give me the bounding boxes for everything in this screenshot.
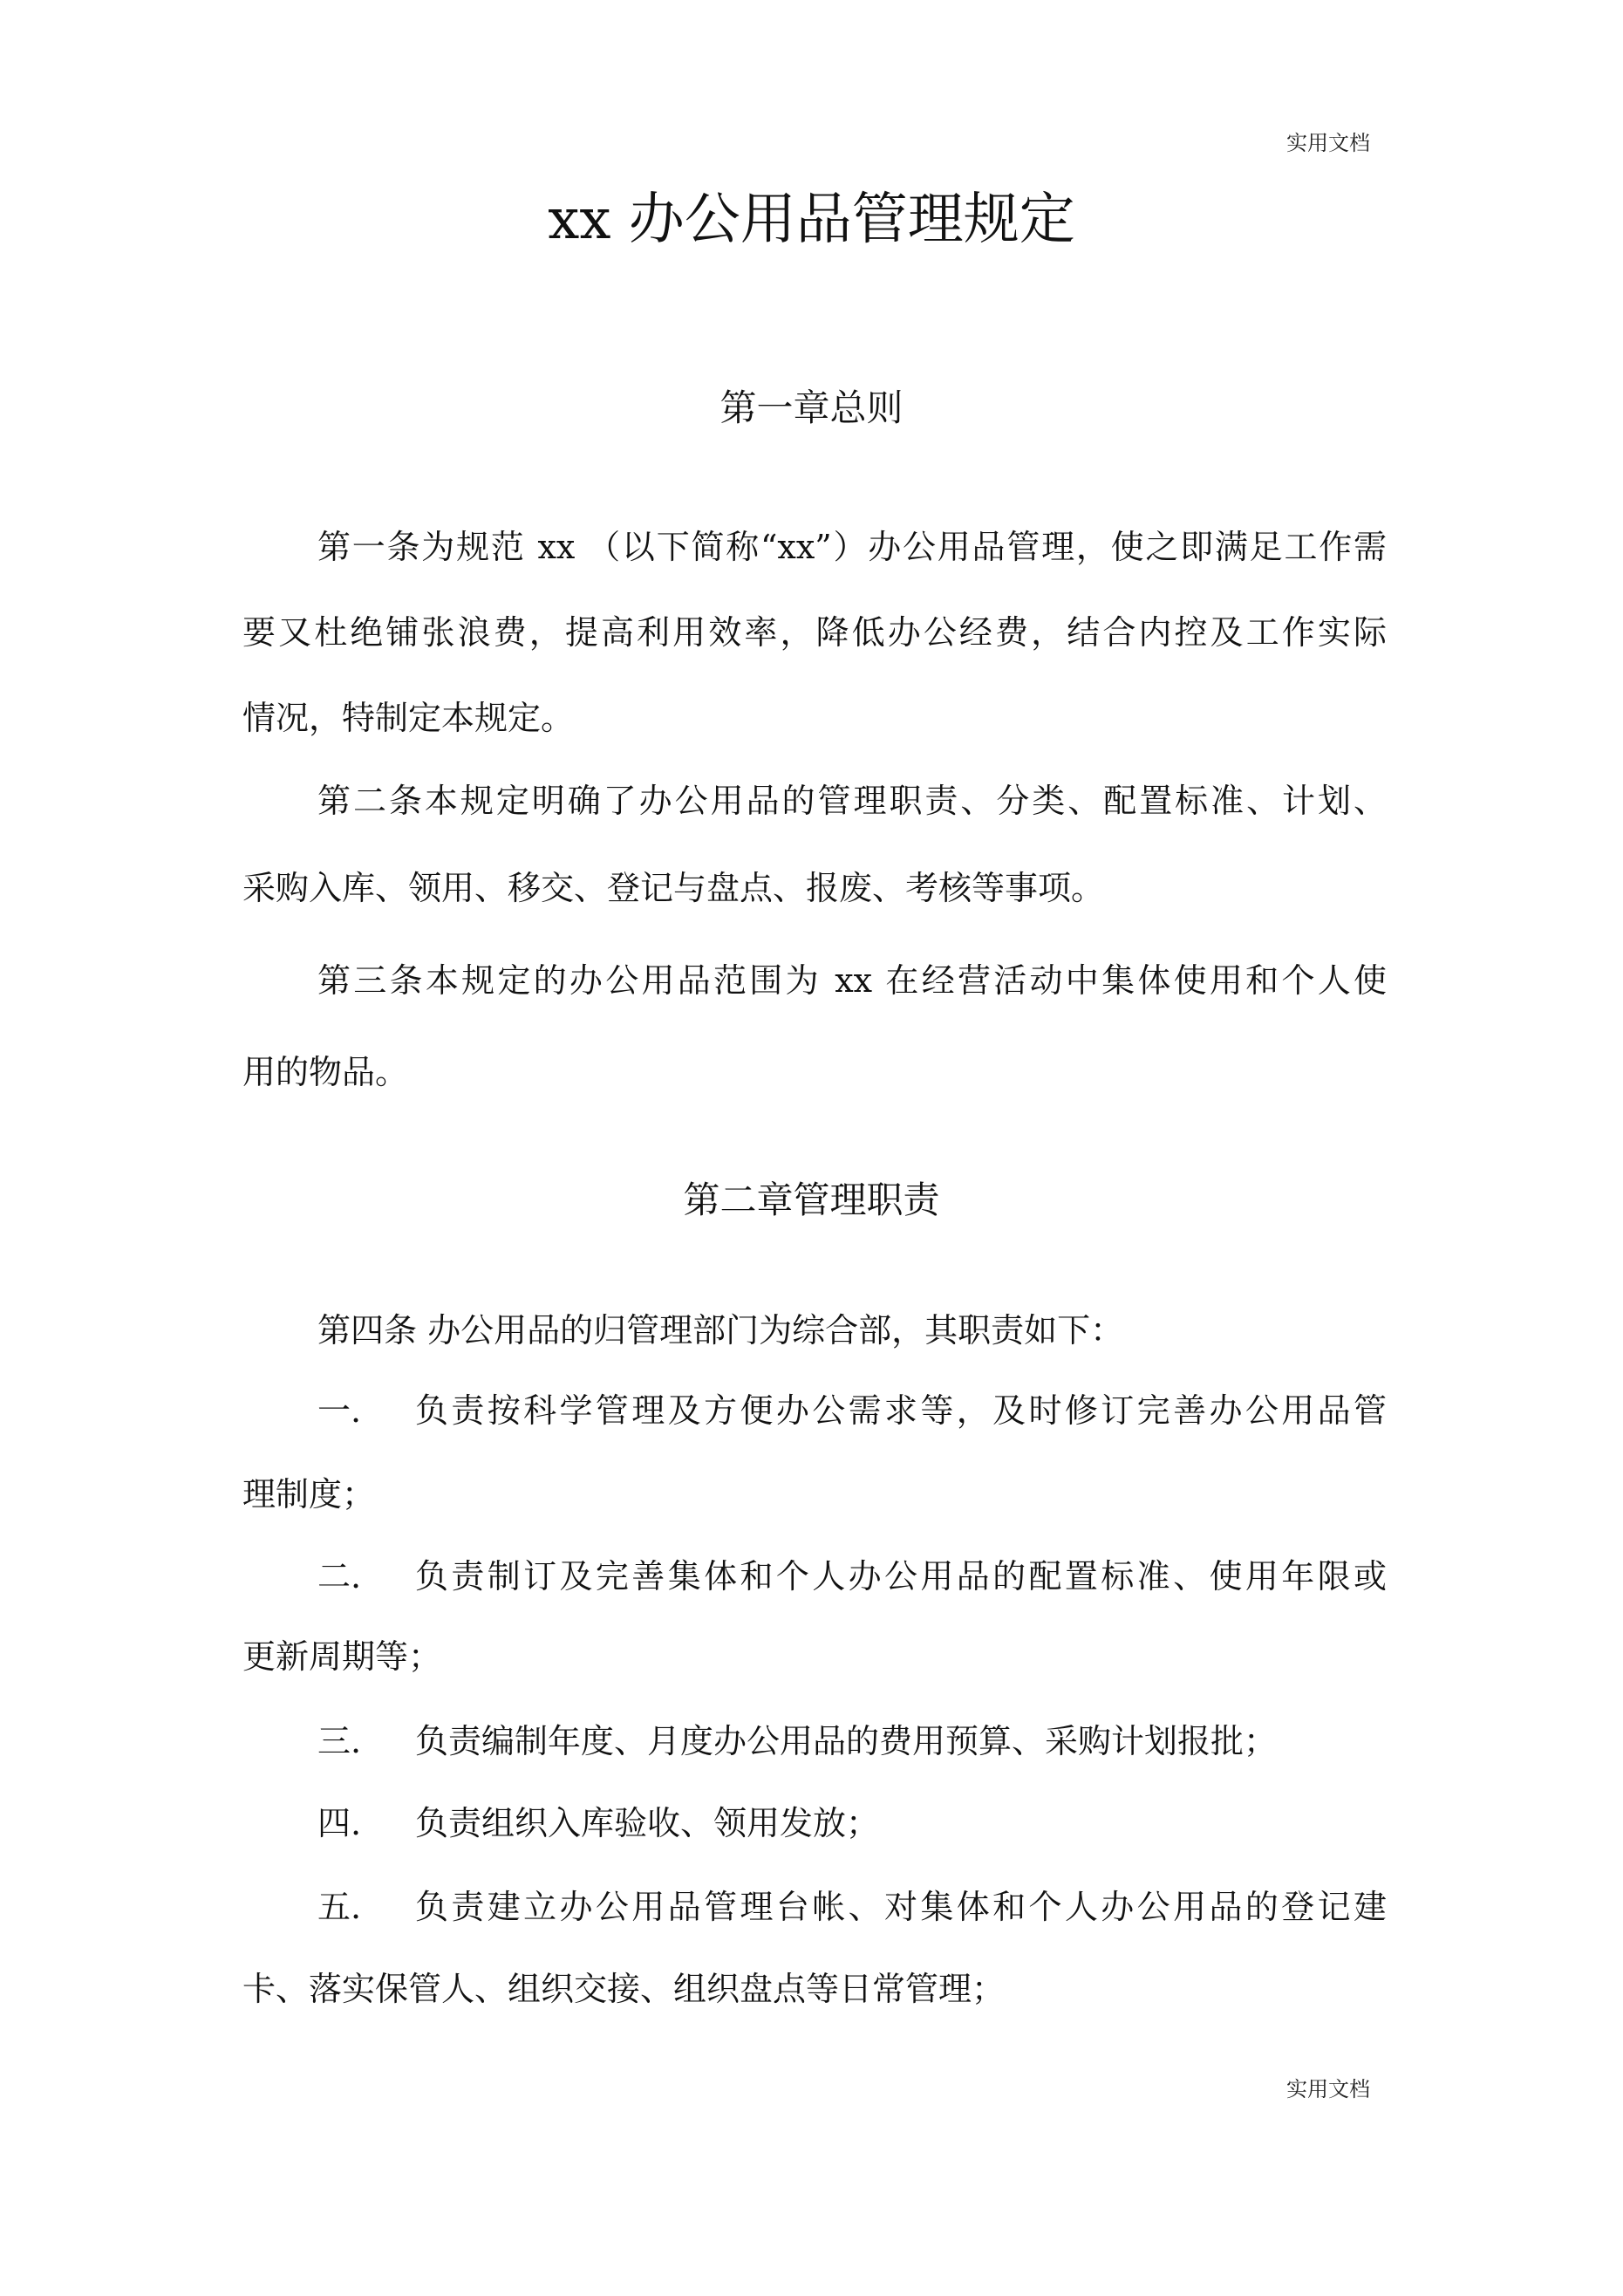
item-4-line-1: 负责组织入库验收、领用发放； xyxy=(415,1804,880,1842)
article-1-line-2: 要又杜绝铺张浪费，提高利用效率，降低办公经费，结合内控及工作实际 xyxy=(242,613,1387,652)
page-header: 实用文档 xyxy=(1286,131,1370,155)
chapter-1-heading: 第一章总则 xyxy=(719,386,904,429)
article-1-line-1: 第一条为规范 xx （以下简称“xx”）办公用品管理，使之即满足工作需 xyxy=(317,528,1387,566)
item-3-line-1: 负责编制年度、月度办公用品的费用预算、采购计划报批； xyxy=(415,1722,1278,1760)
article-4-text: 第四条 办公用品的归管理部门为综合部，其职责如下： xyxy=(317,1311,1124,1350)
item-5-number: 五. xyxy=(317,1888,362,1926)
document-title: xx 办公用品管理规定 xyxy=(548,188,1075,252)
chapter-2-heading: 第二章管理职责 xyxy=(683,1179,940,1221)
item-4-number: 四. xyxy=(317,1804,362,1842)
item-3-number: 三. xyxy=(317,1722,362,1760)
item-5-line-1: 负责建立办公用品管理台帐、对集体和个人办公用品的登记建 xyxy=(415,1888,1387,1926)
article-1-line-3: 情况，特制定本规定。 xyxy=(242,699,575,737)
item-2-line-1: 负责制订及完善集体和个人办公用品的配置标准、使用年限或 xyxy=(415,1557,1387,1596)
page-footer: 实用文档 xyxy=(1286,2077,1370,2101)
item-1-number: 一. xyxy=(317,1391,362,1430)
item-2-number: 二. xyxy=(317,1557,362,1596)
article-2-line-1: 第二条本规定明确了办公用品的管理职责、分类、配置标准、计划、 xyxy=(317,782,1387,820)
item-5-line-2: 卡、落实保管人、组织交接、组织盘点等日常管理； xyxy=(242,1970,1006,2008)
item-1-line-2: 理制度； xyxy=(242,1475,376,1514)
item-2-line-2: 更新周期等； xyxy=(242,1637,442,1676)
item-1-line-1: 负责按科学管理及方便办公需求等，及时修订完善办公用品管 xyxy=(415,1391,1387,1430)
article-3-line-2: 用的物品。 xyxy=(242,1053,409,1091)
article-3-line-1: 第三条本规定的办公用品范围为 xx 在经营活动中集体使用和个人使 xyxy=(317,961,1387,1000)
article-2-line-2: 采购入库、领用、移交、登记与盘点、报废、考核等事项。 xyxy=(242,869,1105,907)
